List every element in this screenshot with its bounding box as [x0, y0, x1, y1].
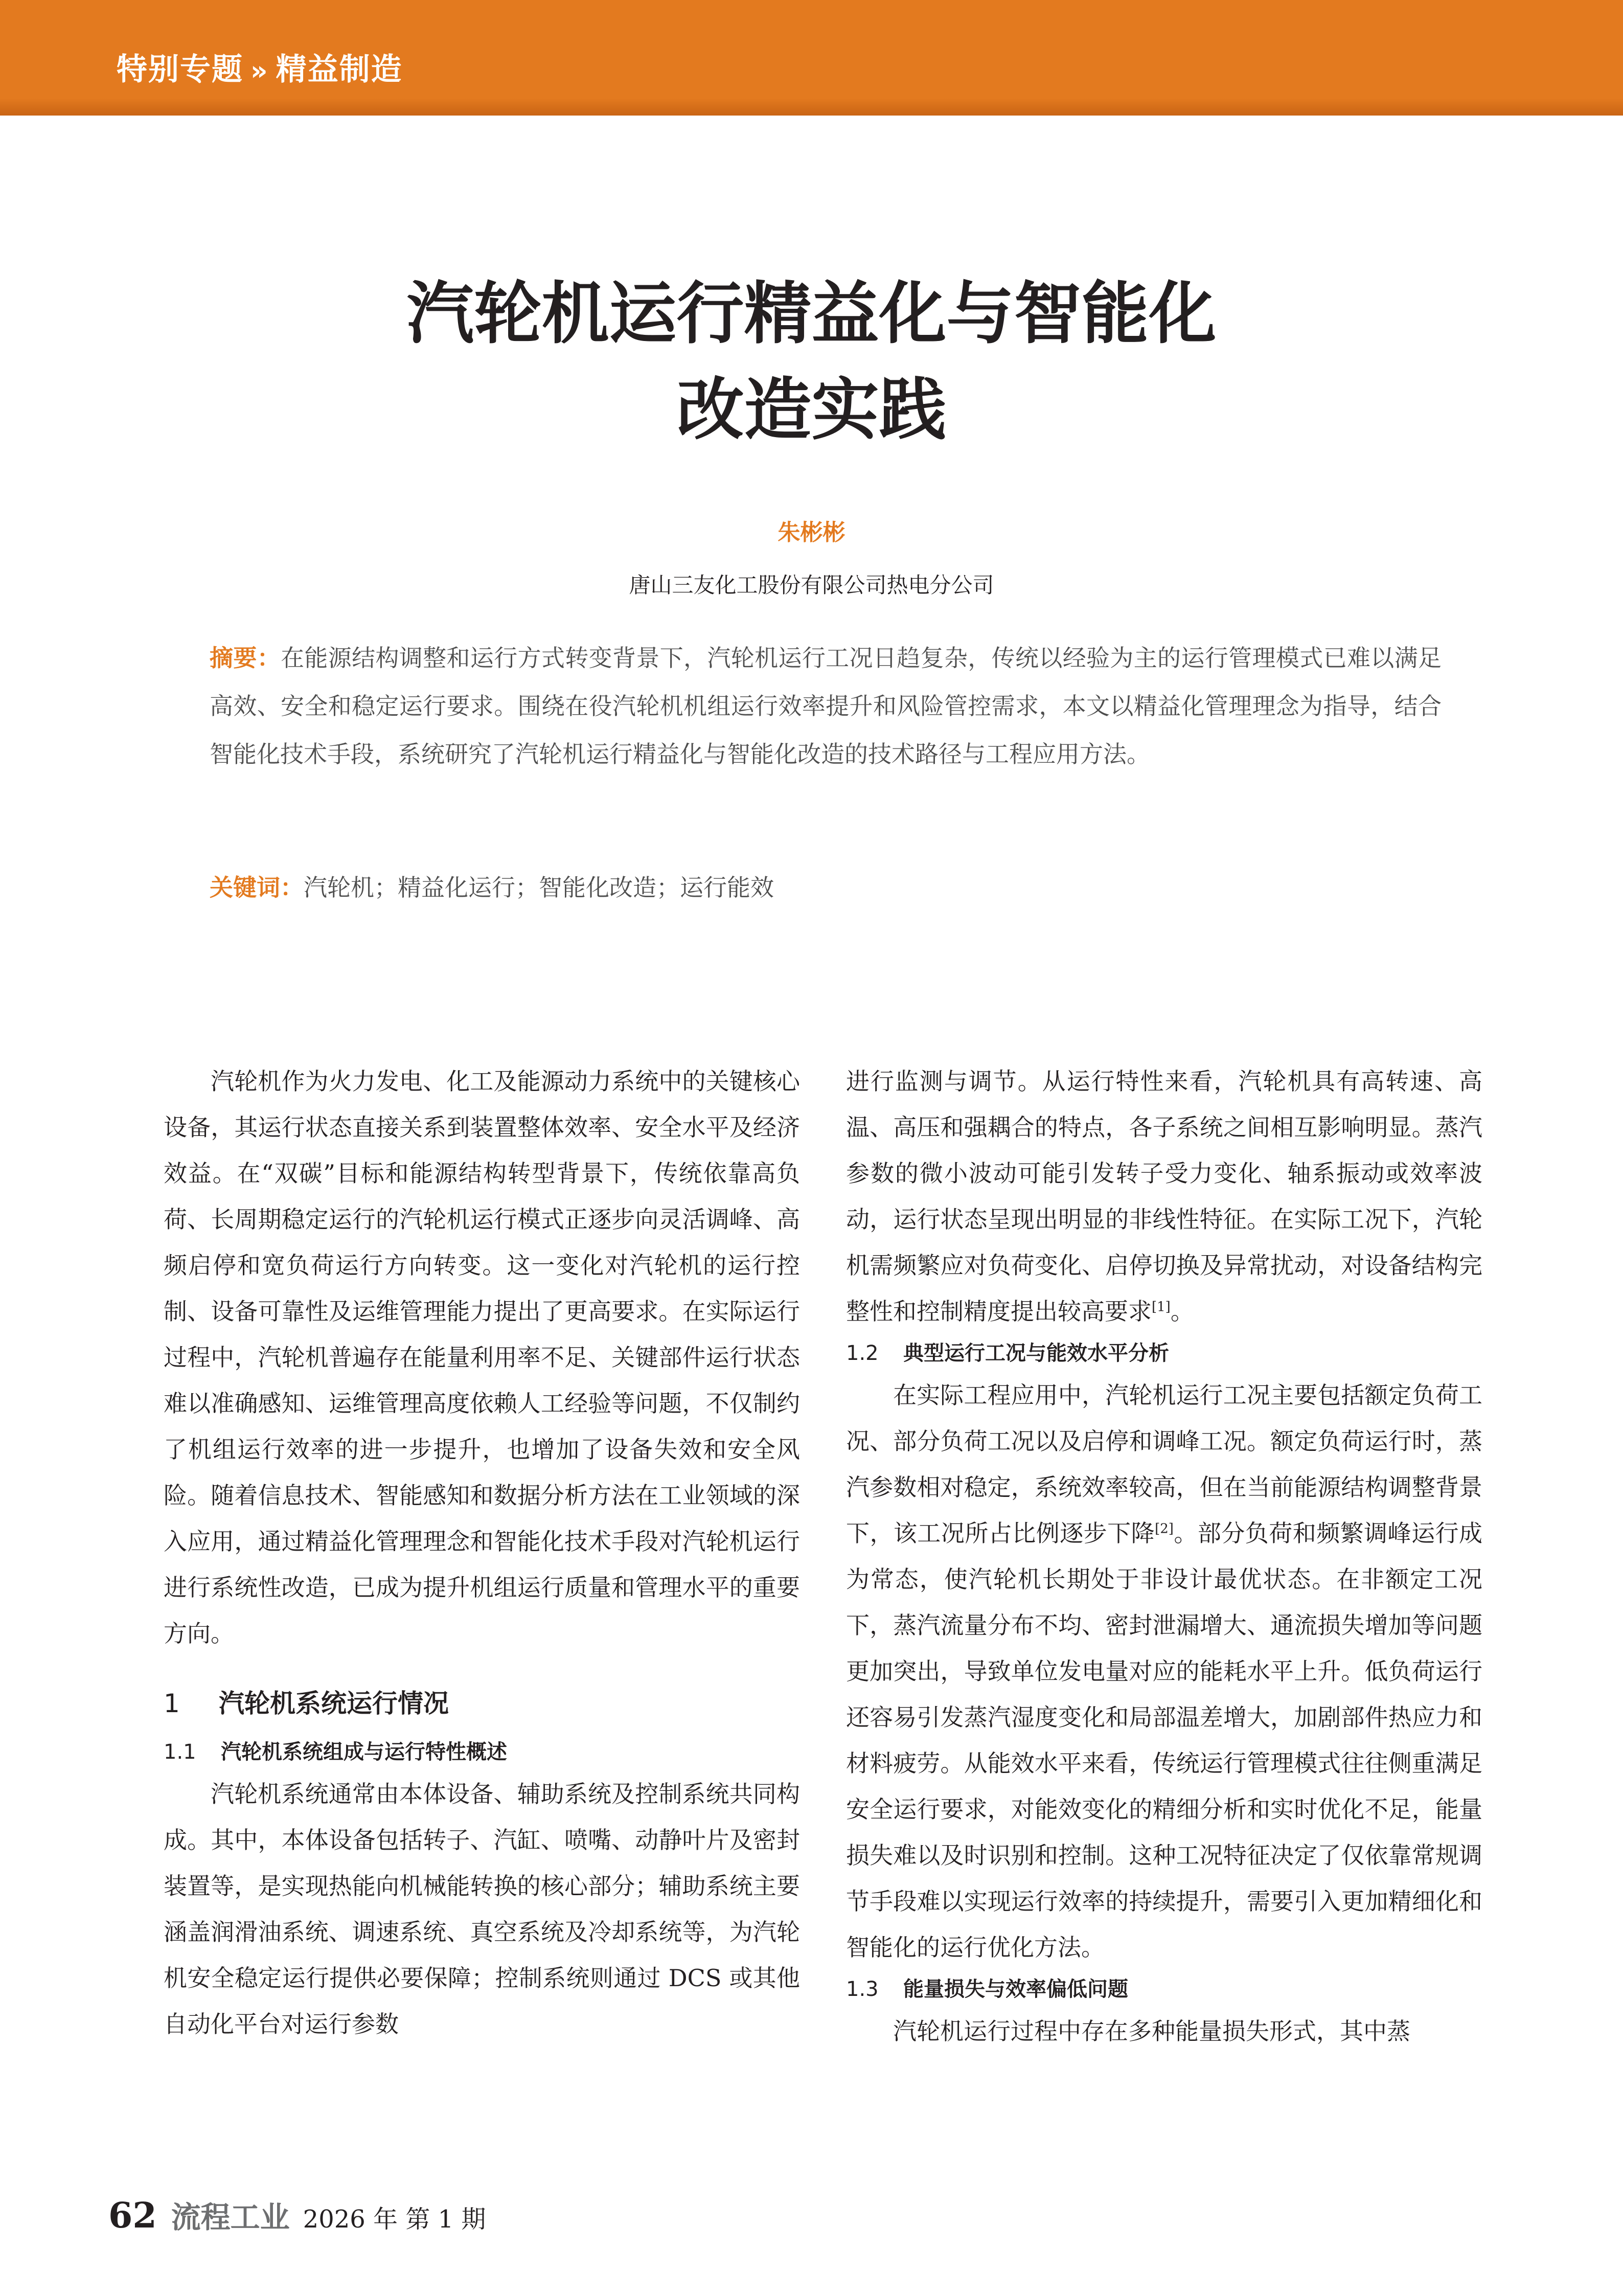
paragraph-text: 在实际工程应用中，汽轮机运行工况主要包括额定负荷工况、部分负荷工况以及启停和调峰工况。额定负荷运行时，蒸汽参数相对稳定，系统效率较高，但在当前能源结构调整背景下，该工况所占比例逐步下降: [846, 1381, 1482, 1547]
section-banner: [0, 0, 1623, 116]
paragraph-text: 进行监测与调节。从运行特性来看，汽轮机具有高转速、高温、高压和强耦合的特点，各子系统之间相互影响明显。蒸汽参数的微小波动可能引发转子受力变化、轴系振动或效率波动，运行状态呈现出明显的非线性特征。在实际工况下，汽轮机需频繁应对负荷变化、启停切换及异常扰动，对设备结构完整性和控制精度提出较高要求: [846, 1067, 1482, 1325]
page-number: 62: [108, 2195, 157, 2236]
abstract-label: 摘要：: [210, 644, 281, 672]
section-title: 汽轮机系统运行情况: [219, 1689, 449, 1718]
paragraph-1-3: 汽轮机运行过程中存在多种能量损失形式，其中蒸: [893, 2017, 1410, 2045]
title-line-2: 改造实践: [676, 371, 947, 449]
abstract-text: 在能源结构调整和运行方式转变背景下，汽轮机运行工况日趋复杂，传统以经验为主的运行管理模式已难以满足高效、安全和稳定运行要求。围绕在役汽轮机机组运行效率提升和风险管控需求，本文以精益化管理理念为指导，结合智能化技术手段，系统研究了汽轮机运行精益化与智能化改造的技术路径与工程应用方法。: [210, 644, 1442, 768]
body-column-left: [164, 1058, 800, 2047]
section-title: 典型运行工况与能效水平分析: [903, 1342, 1169, 1365]
section-heading-1-2: [846, 1334, 1482, 1372]
citation-ref-2[interactable]: [2]: [1155, 1521, 1174, 1537]
section-number: 1.2: [846, 1342, 879, 1365]
section-title: 汽轮机系统组成与运行特性概述: [221, 1740, 507, 1764]
page-footer: [108, 2193, 486, 2236]
section-number: 1.3: [846, 1977, 879, 2001]
journal-name: 流程工业: [171, 2200, 290, 2235]
body-column-right: [846, 1058, 1482, 2054]
keywords-text: 汽轮机；精益化运行；智能化改造；运行能效: [304, 874, 774, 901]
author-name: 朱彬彬: [778, 519, 845, 545]
section-label: 特别专题: [117, 52, 243, 87]
paragraph-1-1: 汽轮机系统通常由本体设备、辅助系统及控制系统共同构成。其中，本体设备包括转子、汽缸、喷嘴、动静叶片及密封装置等，是实现热能向机械能转换的核心部分；辅助系统主要涵盖润滑油系统、调速系统、真空系统及冷却系统等，为汽轮机安全稳定运行提供必要保障；控制系统则通过 DCS 或其他自动化平台对运行参数: [164, 1780, 800, 2038]
section-breadcrumb: [117, 45, 403, 89]
article-title: [0, 266, 1623, 458]
section-title: 能量损失与效率偏低问题: [903, 1977, 1128, 2001]
subsection-label: 精益制造: [276, 52, 403, 87]
section-heading-1-1: [164, 1733, 800, 1771]
abstract: [210, 634, 1442, 778]
citation-ref-1[interactable]: [1]: [1152, 1299, 1171, 1315]
section-heading-1-3: [846, 1970, 1482, 2008]
issue-info: 2026 年 第 1 期: [303, 2205, 486, 2234]
paragraph-1-1-continued: [846, 1058, 1482, 1334]
paragraph-text: 。部分负荷和频繁调峰运行成为常态，使汽轮机长期处于非设计最优状态。在非额定工况下，蒸汽流量分布不均、密封泄漏增大、通流损失增加等问题更加突出，导致单位发电量对应的能耗水平上升。低负荷运行还容易引发蒸汽湿度变化和局部温差增大，加剧部件热应力和材料疲劳。从能效水平来看，传统运行管理模式往往侧重满足安全运行要求，对能效变化的精细分析和实时优化不足，能量损失难以及时识别和控制。这种工况特征决定了仅依靠常规调节手段难以实现运行效率的持续提升，需要引入更加精细化和智能化的运行优化方法。: [846, 1519, 1483, 1961]
section-heading-1: [164, 1683, 800, 1724]
keywords: [210, 869, 1442, 903]
paragraph-1-2: [846, 1372, 1482, 1970]
intro-paragraph: 汽轮机作为火力发电、化工及能源动力系统中的关键核心设备，其运行状态直接关系到装置整体效率、安全水平及经济效益。在“双碳”目标和能源结构转型背景下，传统依靠高负荷、长周期稳定运行的汽轮机运行模式正逐步向灵活调峰、高频启停和宽负荷运行方向转变。这一变化对汽轮机的运行控制、设备可靠性及运维管理能力提出了更高要求。在实际运行过程中，汽轮机普遍存在能量利用率不足、关键部件运行状态难以准确感知、运维管理高度依赖人工经验等问题，不仅制约了机组运行效率的进一步提升，也增加了设备失效和安全风险。随着信息技术、智能感知和数据分析方法在工业领域的深入应用，通过精益化管理理念和智能化技术手段对汽轮机运行进行系统性改造，已成为提升机组运行质量和管理水平的重要方向。: [164, 1067, 800, 1647]
section-number: 1: [164, 1689, 180, 1718]
keywords-label: 关键词：: [210, 874, 304, 901]
paragraph-end: 。: [1170, 1298, 1194, 1325]
title-line-1: 汽轮机运行精益化与智能化: [406, 275, 1217, 353]
author-affiliation: 唐山三友化工股份有限公司热电分公司: [629, 573, 994, 598]
section-number: 1.1: [164, 1740, 196, 1764]
chevron-double-right-icon: »: [250, 56, 269, 86]
